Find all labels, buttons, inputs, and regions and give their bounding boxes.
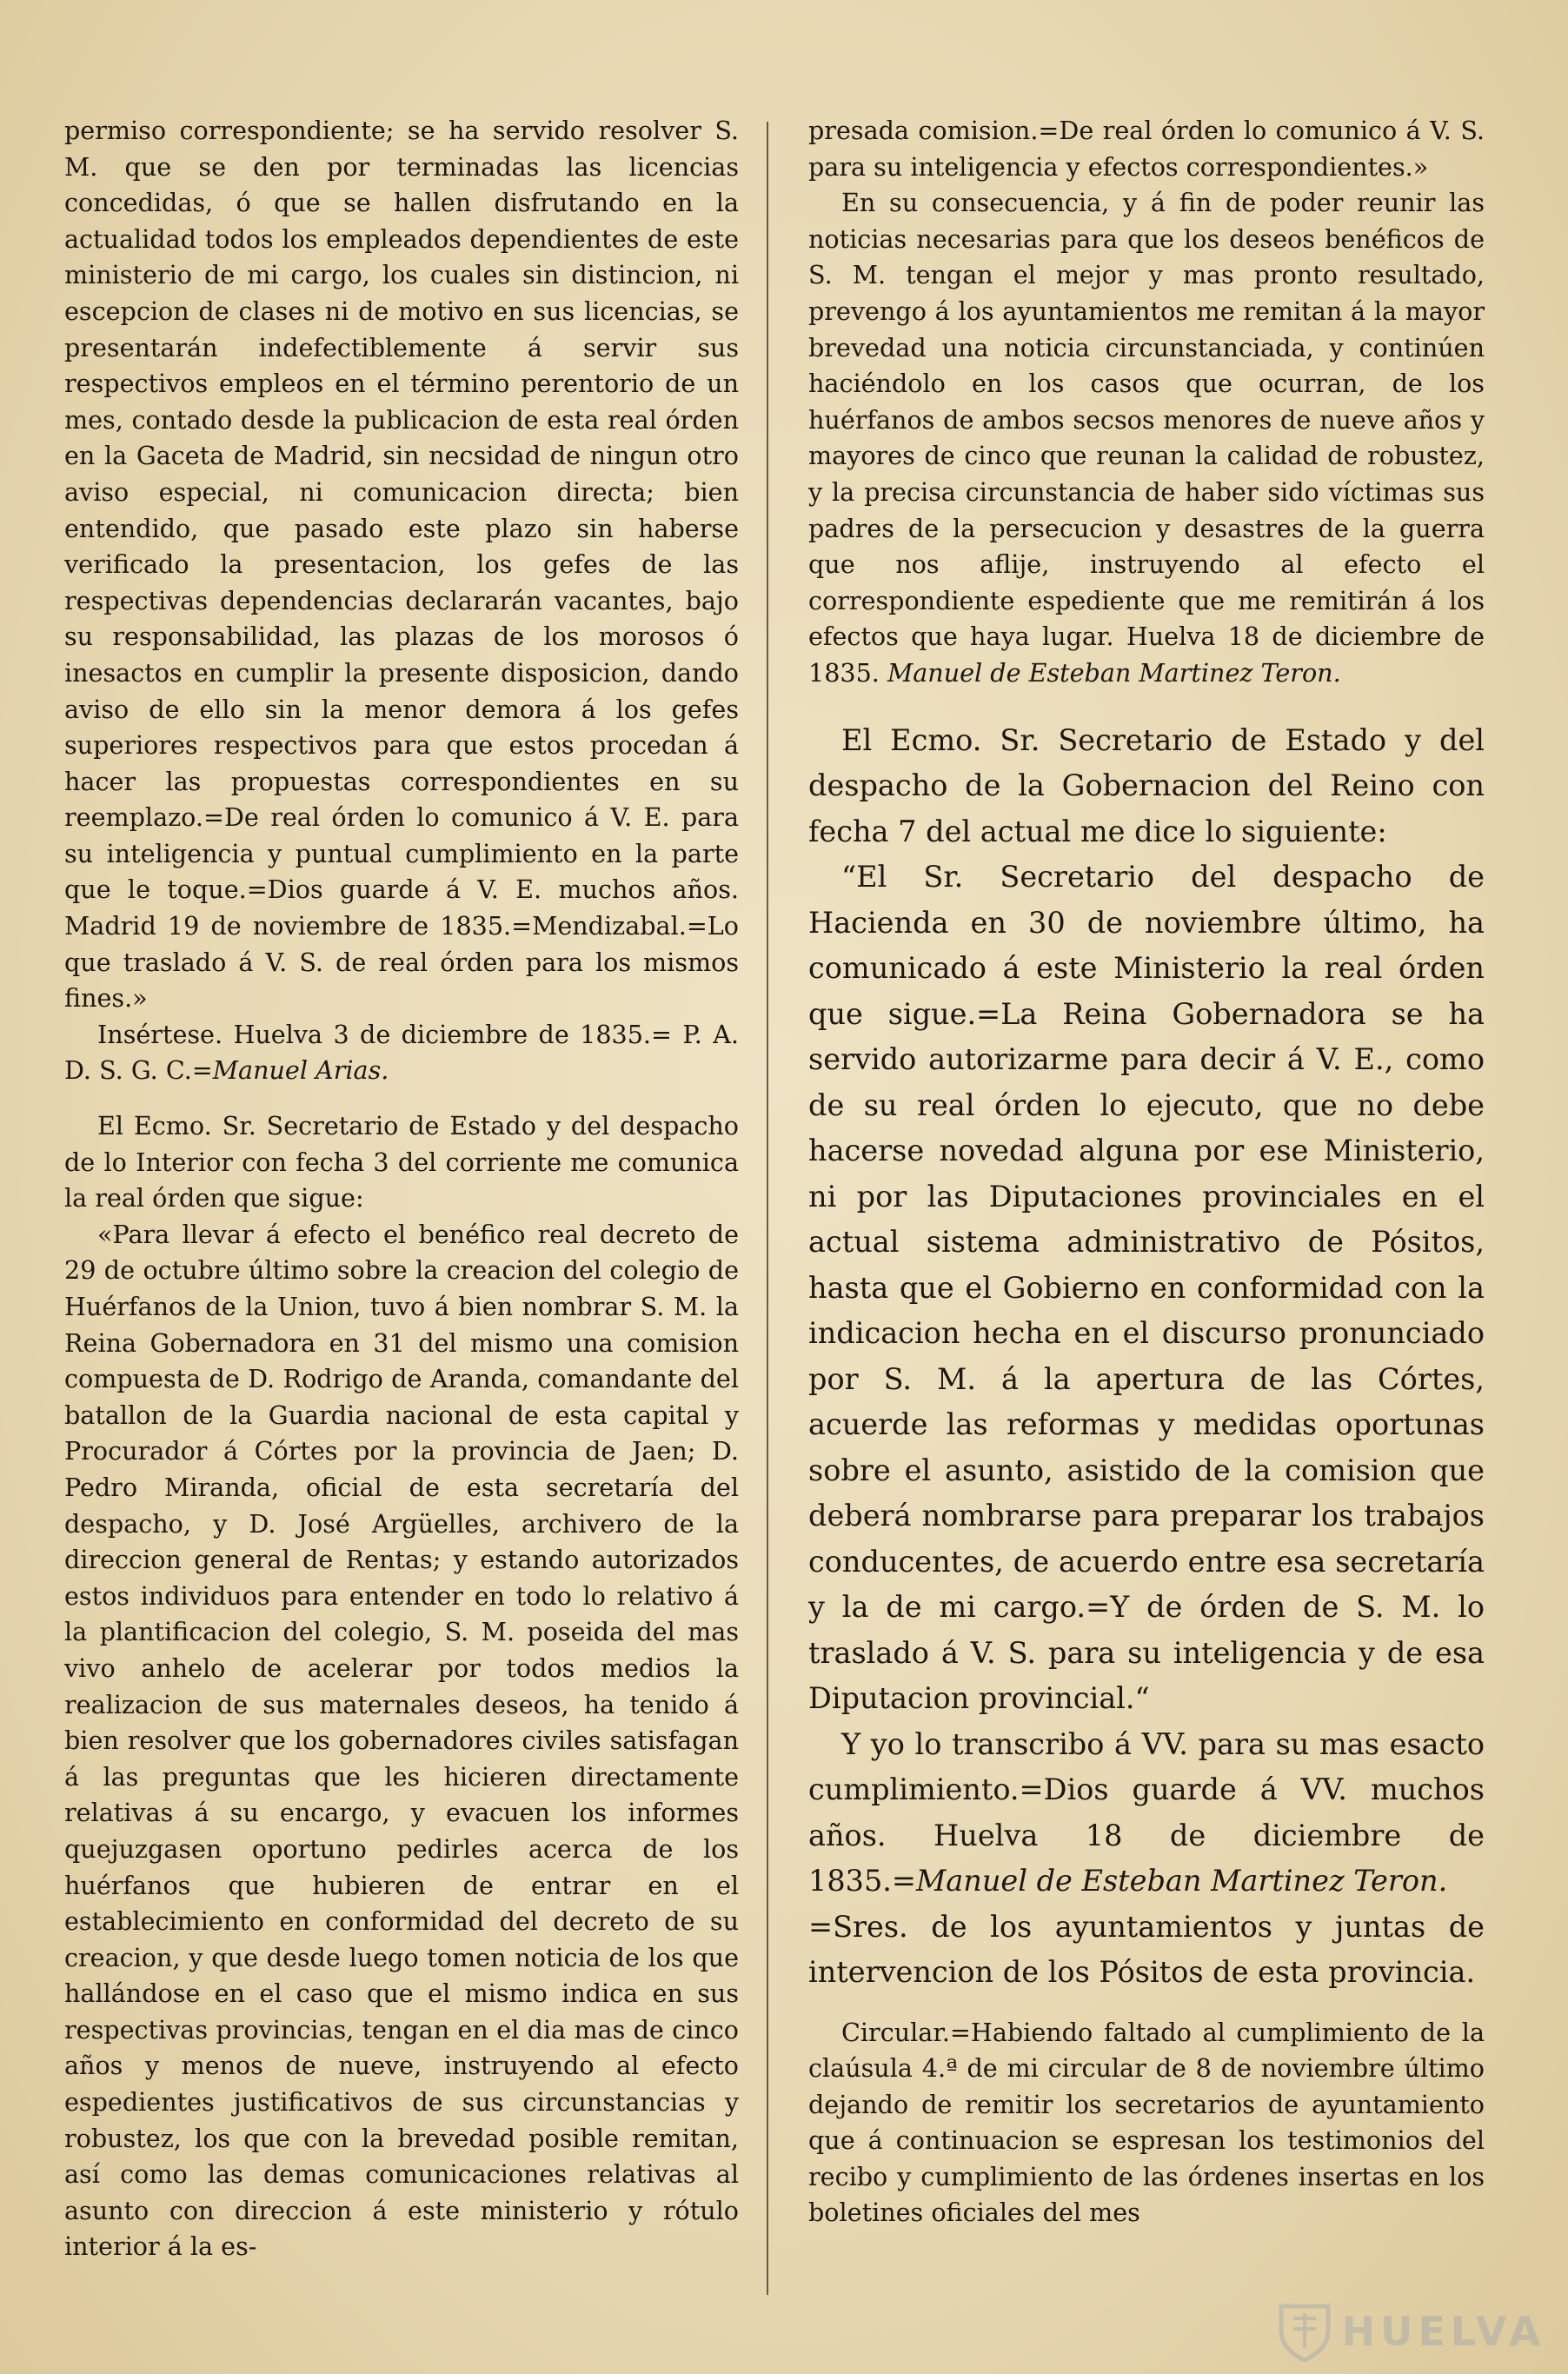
consecuencia-text: En su consecuencia, y á fin de poder reunir las noticias necesarias para que los deseos benéficos de S. M. tengan el mejor y mas pronto resultado, prevengo á los ayuntamientos me remitan á la mayor brevedad una noticia circunstanciada, y continúen haciéndolo en los casos que ocurran, de los huérfanos de ambos secsos menores de nueve años y mayores de cinco que reunan la calidad de robustez, y la precisa circunstancia de haber sido víctimas sus padres de la persecucion y desastres de la guerra que nos aflije, instruyendo al efecto el correspondiente espediente que me remitirán á los efectos que haya lugar. Huelva 18 de diciembre de 1835.	[808, 188, 1485, 688]
paragraph-ecmo-interior: El Ecmo. Sr. Secretario de Estado y del despacho de lo Interior con fecha 3 del corriente me comunica la real órden que sigue:	[64, 1111, 739, 1214]
signature-teron-1: Manuel de Esteban Martinez Teron.	[887, 657, 1341, 688]
watermark-text: HUELVA	[1341, 2308, 1545, 2355]
paragraph-gobernacion: El Ecmo. Sr. Secretario de Estado y del despacho de la Gobernacion del Reino con fecha 7 del actual me dice lo siguiente:	[808, 722, 1485, 848]
paragraph-insertese	[64, 1017, 739, 1089]
paragraph-hacienda-orden: “El Sr. Secretario del despacho de Hacienda en 30 de noviembre último, ha comunicado á este Ministerio la real órden que sigue.=La Reina Gobernadora se ha servido autorizarme para decir á V. E., como de su real órden lo ejecuto, que no debe hacerse novedad alguna por ese Ministerio, ni por las Diputaciones provinciales en el actual sistema administrativo de Pósitos, hasta que el Gobierno en conformidad con la indicacion hecha en el discurso pronunciado por S. M. á la apertura de las Córtes, acuerde las reformas y medidas oportunas sobre el asunto, asistido de la comision que deberá nombrarse para preparar los trabajos conducentes, de acuerdo entre esa secretaría y la de mi cargo.=Y de órden de S. M. lo traslado á V. S. para su inteligencia y de esa Diputacion provincial.“	[808, 860, 1485, 1715]
signature-teron-2: Manuel de Esteban Martinez Teron.	[915, 1864, 1448, 1898]
paragraph-continuation: permiso correspondiente; se ha servido resolver S. M. que se den por terminadas las licencias concedidas, ó que se hallen disfrutando en la actualidad todos los empleados dependientes de este ministerio de mi cargo, los cuales sin distincion, ni escepcion de clases ni de motivo en sus licencias, se presentarán indefectiblemente á servir sus respectivos empleos en el término perentorio de un mes, contado desde la publicacion de esta real órden en la Gaceta de Madrid, sin necsidad de ningun otro aviso especial, ni comunicacion directa; bien entendido, que pasado este plazo sin haberse verificado la presentacion, los gefes de las respectivas dependencias declararán vacantes, bajo su responsabilidad, las plazas de los morosos ó inesactos en cumplir la presente disposicion, dando aviso de ello sin la menor demora á los gefes superiores respectivos para que estos procedan á hacer las propuestas correspondientes en su reemplazo.=De real órden lo comunico á V. E. para su inteligencia y puntual cumplimiento en la parte que le toque.=Dios guarde á V. E. muchos años. Madrid 19 de noviembre de 1835.=Mendizabal.=Lo que traslado á V. S. de real órden para los mismos fines.»	[64, 116, 739, 1014]
transcribo-text: Y yo lo transcribo á VV. para su mas esacto cumplimiento.=Dios guarde á VV. muchos años. Huelva 18 de diciembre de 1835.=	[808, 1726, 1485, 1898]
paragraph-huerfanos-decreto: «Para llevar á efecto el benéfico real decreto de 29 de octubre último sobre la creacion del colegio de Huérfanos de la Union, tuvo á bien nombrar S. M. la Reina Gobernadora en 31 del mismo una comision compuesta de D. Rodrigo de Aranda, comandante del batallon de la Guardia nacional de esta capital y Procurador á Córtes por la provincia de Jaen; D. Pedro Miranda, oficial de esta secretaría del despacho, y D. José Argüelles, archivero de la direccion general de Rentas; y estando autorizados estos individuos para entender en todo lo relativo á la plantificacion del colegio, S. M. poseida del mas vivo anhelo de acelerar por todos medios la realizacion de sus maternales deseos, ha tenido á bien resolver que los gobernadores civiles satisfagan á las preguntas que les hicieren directamente relativas á su encargo, y evacuen los informes quejuzgasen oportuno pedirles acerca de los huérfanos que hubieren de entrar en el establecimiento en conformidad del decreto de su creacion, y que desde luego tomen noticia de los que hallándose en el caso que el mismo indica en sus respectivas provincias, tengan en el dia mas de cinco años y menos de nueve, instruyendo al efecto espedientes justificativos de sus circunstancias y robustez, los que con la brevedad posible remitan, así como las demas comunicaciones relativas al asunto con direccion á este ministerio y rótulo interior á la es-	[64, 1219, 739, 2262]
shield-crest-icon	[1278, 2301, 1332, 2362]
column-divider	[767, 122, 768, 2295]
insertese-text: Insértese. Huelva 3 de diciembre de 1835.= P. A. D. S. G. C.=	[64, 1019, 739, 1086]
paragraph-circular: Circular.=Habiendo faltado al cumplimiento de la claúsula 4.ª de mi circular de 8 de noviembre último dejando de remitir los secretarios de ayuntamiento que á continuacion se espresan los testimonios del recibo y cumplimiento de las órdenes insertas en los boletines oficiales del mes	[808, 2017, 1485, 2228]
paragraph-transcribo	[808, 1722, 1485, 1905]
right-column	[808, 113, 1485, 2231]
signature-manuel-arias: Manuel Arias.	[212, 1055, 389, 1086]
paragraph-consecuencia	[808, 185, 1485, 691]
paragraph-addressees: =Sres. de los ayuntamientos y juntas de intervencion de los Pósitos de esta provincia.	[808, 1909, 1485, 1989]
large-type-section	[808, 718, 1485, 1996]
paragraph-comision-end: presada comision.=De real órden lo comunico á V. S. para su inteligencia y efectos correspondientes.»	[808, 116, 1485, 182]
left-column	[64, 113, 739, 2265]
watermark	[1278, 2301, 1545, 2362]
